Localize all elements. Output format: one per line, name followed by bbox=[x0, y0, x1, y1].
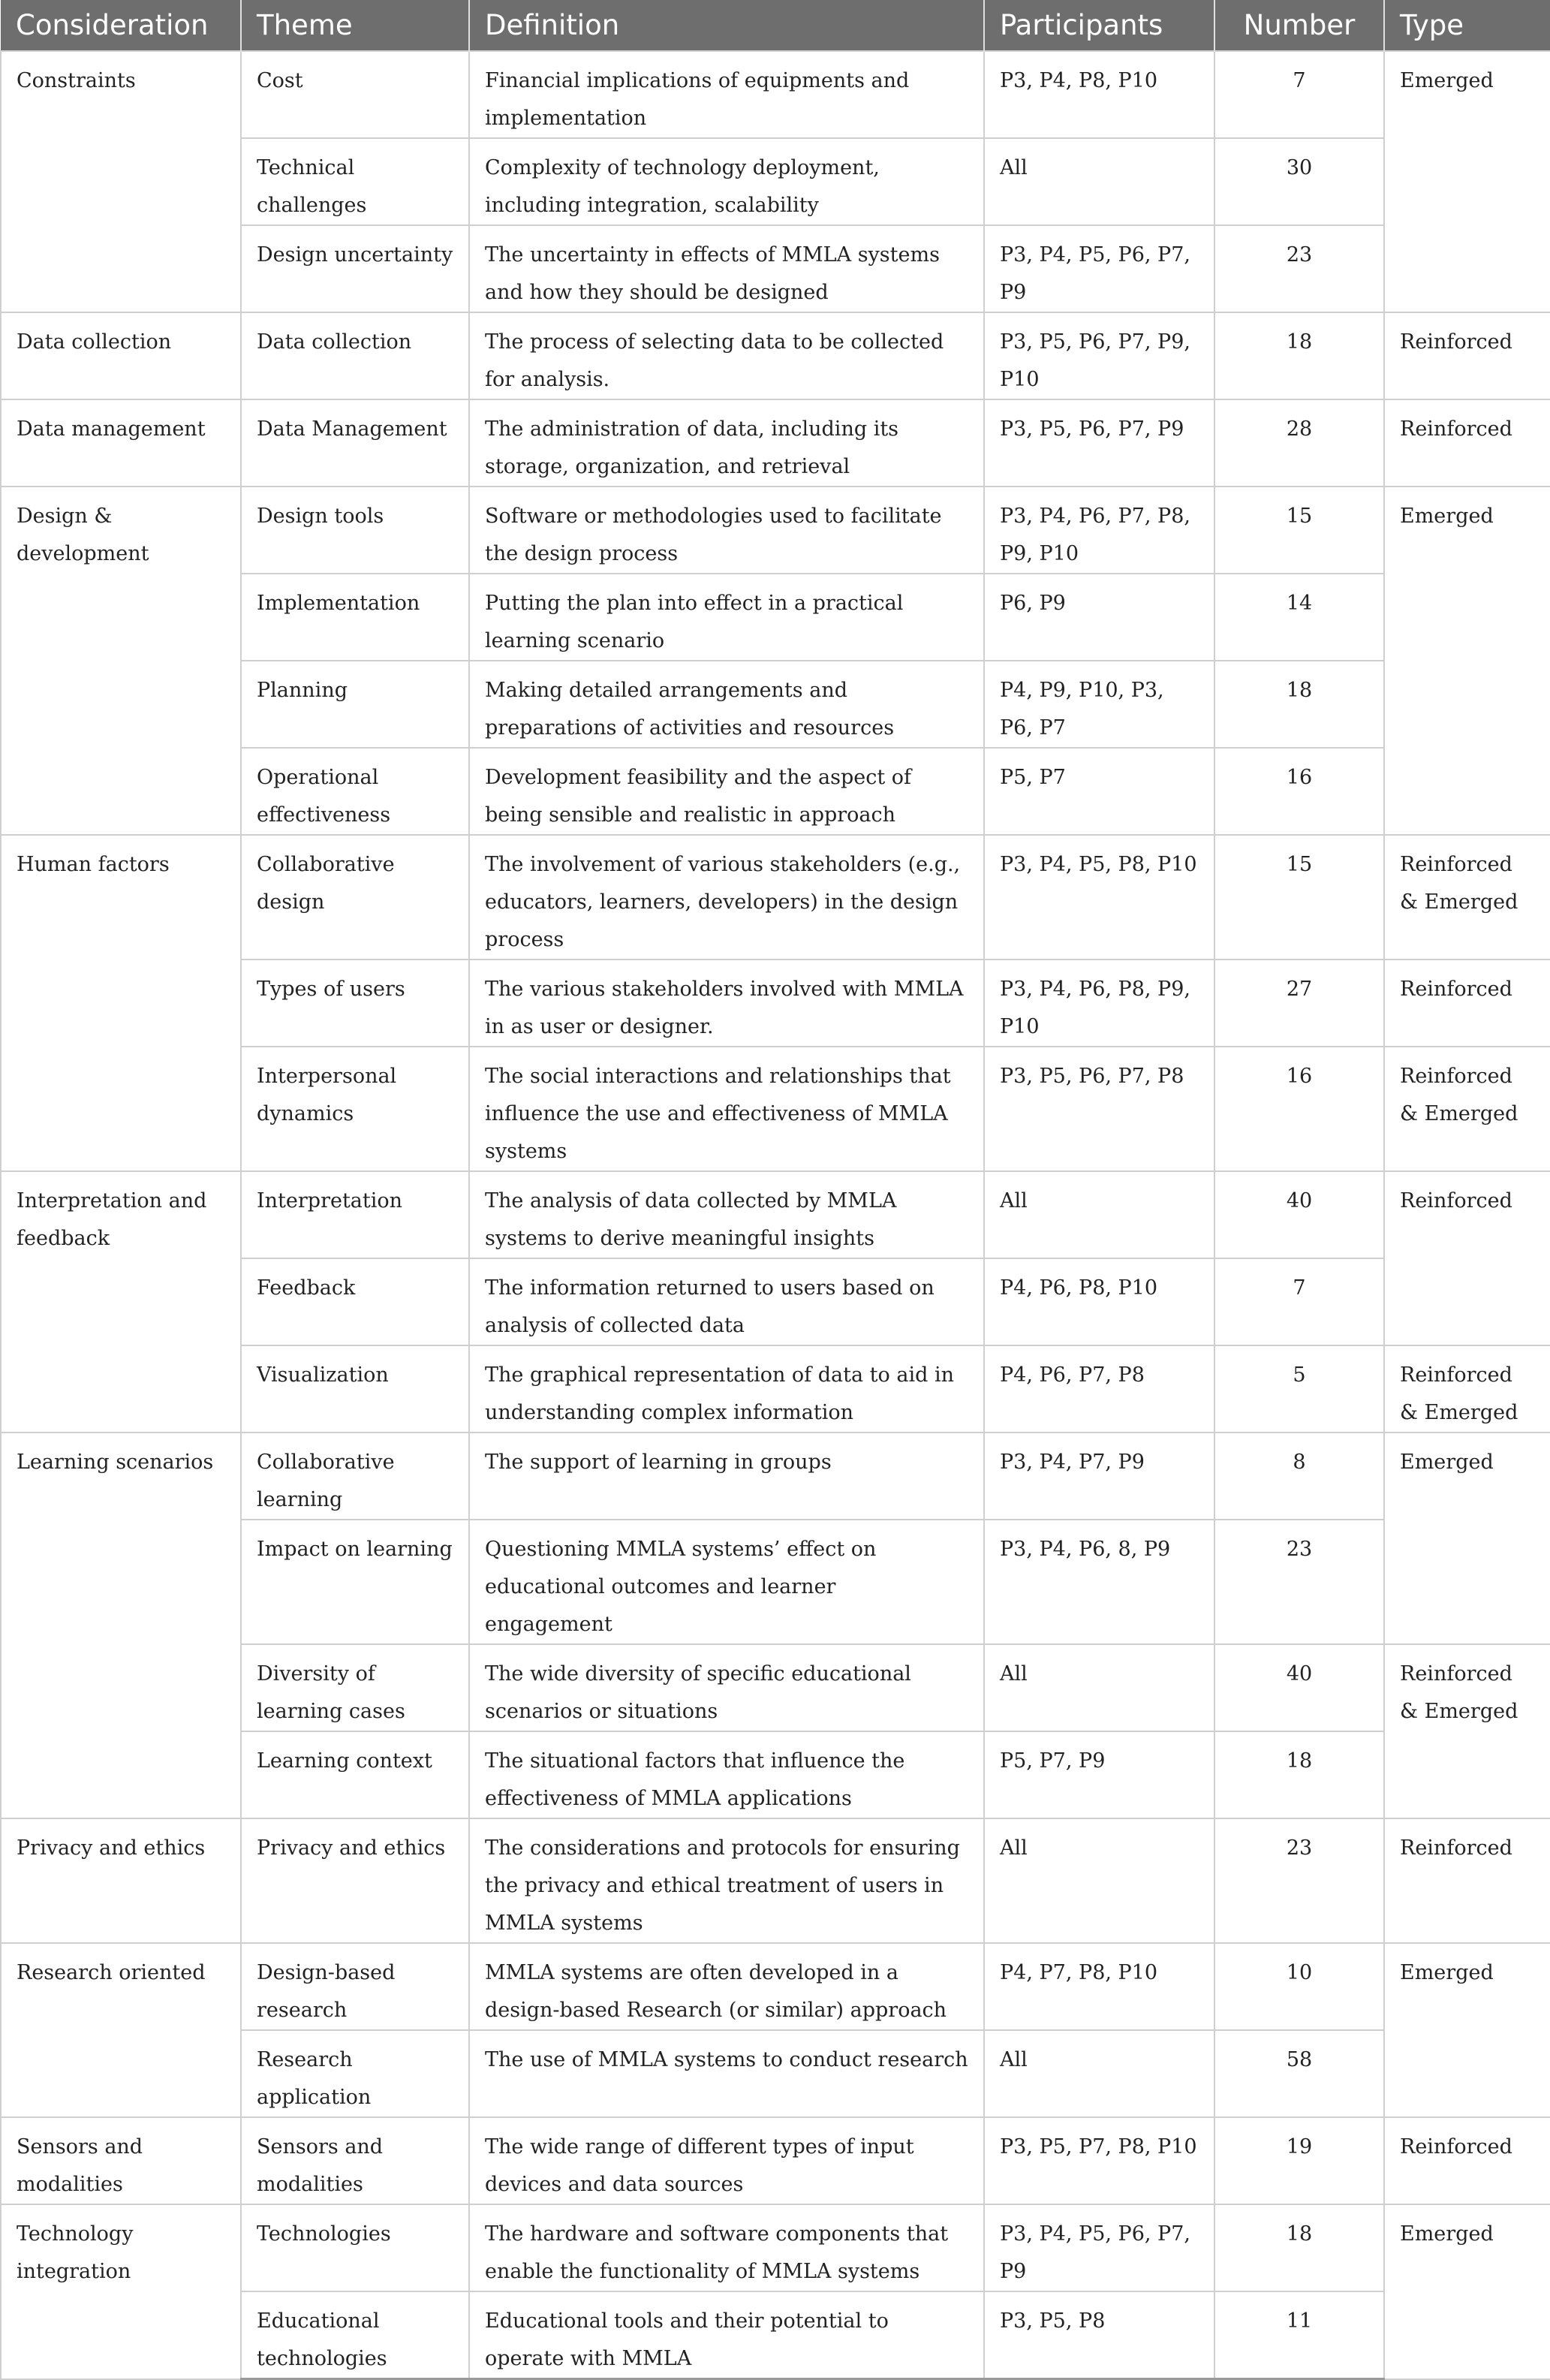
number-cell: 23 bbox=[1214, 1520, 1384, 1644]
participants-cell: P4, P6, P7, P8 bbox=[984, 1345, 1214, 1433]
theme-cell: Learning context bbox=[241, 1731, 469, 1818]
number-cell: 18 bbox=[1214, 1731, 1384, 1818]
definition-cell: The administration of data, including its storage, organization, and retrieval bbox=[469, 399, 984, 487]
theme-cell: Cost bbox=[241, 51, 469, 138]
theme-cell: Implementation bbox=[241, 574, 469, 661]
number-cell: 40 bbox=[1214, 1644, 1384, 1731]
theme-cell: Interpretation bbox=[241, 1171, 469, 1258]
consideration-cell: Design & development bbox=[1, 487, 241, 835]
participants-cell: P3, P4, P6, P7, P8, P9, P10 bbox=[984, 487, 1214, 574]
consideration-cell: Sensors and modalities bbox=[1, 2117, 241, 2204]
number-cell: 18 bbox=[1214, 312, 1384, 399]
number-cell: 18 bbox=[1214, 661, 1384, 748]
participants-cell: P3, P5, P8 bbox=[984, 2291, 1214, 2379]
participants-cell: P3, P4, P7, P9 bbox=[984, 1433, 1214, 1520]
participants-cell: P6, P9 bbox=[984, 574, 1214, 661]
definition-cell: Putting the plan into effect in a practical learning scenario bbox=[469, 574, 984, 661]
theme-cell: Collaborative learning bbox=[241, 1433, 469, 1520]
header-consideration: Consideration bbox=[1, 0, 241, 51]
number-cell: 40 bbox=[1214, 1171, 1384, 1258]
definition-cell: The considerations and protocols for ensuring the privacy and ethical treatment of users in MMLA systems bbox=[469, 1818, 984, 1943]
type-cell: Emerged bbox=[1384, 51, 1550, 312]
number-cell: 16 bbox=[1214, 1047, 1384, 1171]
definition-cell: The wide range of different types of input devices and data sources bbox=[469, 2117, 984, 2204]
type-cell: Reinforced bbox=[1384, 2117, 1550, 2204]
definition-cell: The social interactions and relationships that influence the use and effectiveness of MMLA systems bbox=[469, 1047, 984, 1171]
type-cell: Reinforced bbox=[1384, 1818, 1550, 1943]
definition-cell: Software or methodologies used to facilitate the design process bbox=[469, 487, 984, 574]
participants-cell: P3, P4, P6, P8, P9, P10 bbox=[984, 960, 1214, 1047]
participants-cell: P3, P4, P6, 8, P9 bbox=[984, 1520, 1214, 1644]
theme-cell: Data Management bbox=[241, 399, 469, 487]
participants-cell: All bbox=[984, 1644, 1214, 1731]
number-cell: 5 bbox=[1214, 1345, 1384, 1433]
participants-cell: All bbox=[984, 2030, 1214, 2117]
theme-cell: Design tools bbox=[241, 487, 469, 574]
table-row bbox=[1, 487, 1550, 574]
theme-cell: Interpersonal dynamics bbox=[241, 1047, 469, 1171]
number-cell: 27 bbox=[1214, 960, 1384, 1047]
number-cell: 15 bbox=[1214, 835, 1384, 960]
theme-cell: Data collection bbox=[241, 312, 469, 399]
consideration-cell: Interpretation and feedback bbox=[1, 1171, 241, 1433]
definition-cell: The uncertainty in effects of MMLA systems and how they should be designed bbox=[469, 225, 984, 312]
theme-cell: Visualization bbox=[241, 1345, 469, 1433]
type-cell: Emerged bbox=[1384, 487, 1550, 835]
definition-cell: The situational factors that influence the effectiveness of MMLA applications bbox=[469, 1731, 984, 1818]
definition-cell: The information returned to users based on analysis of collected data bbox=[469, 1258, 984, 1345]
definition-cell: Financial implications of equipments and implementation bbox=[469, 51, 984, 138]
consideration-cell: Data management bbox=[1, 399, 241, 487]
definition-cell: The use of MMLA systems to conduct research bbox=[469, 2030, 984, 2117]
number-cell: 16 bbox=[1214, 748, 1384, 835]
participants-cell: P3, P4, P8, P10 bbox=[984, 51, 1214, 138]
participants-cell: P3, P4, P5, P8, P10 bbox=[984, 835, 1214, 960]
table-row bbox=[1, 1818, 1550, 1943]
definition-cell: The various stakeholders involved with MMLA in as user or designer. bbox=[469, 960, 984, 1047]
header-type: Type bbox=[1384, 0, 1550, 51]
number-cell: 28 bbox=[1214, 399, 1384, 487]
theme-cell: Technical challenges bbox=[241, 138, 469, 225]
participants-cell: P3, P4, P5, P6, P7, P9 bbox=[984, 2204, 1214, 2291]
header-definition: Definition bbox=[469, 0, 984, 51]
type-cell: Reinforced bbox=[1384, 1171, 1550, 1345]
participants-cell: P4, P6, P8, P10 bbox=[984, 1258, 1214, 1345]
definition-cell: Questioning MMLA systems’ effect on educational outcomes and learner engagement bbox=[469, 1520, 984, 1644]
theme-cell: Types of users bbox=[241, 960, 469, 1047]
consideration-cell: Privacy and ethics bbox=[1, 1818, 241, 1943]
definition-cell: Development feasibility and the aspect of being sensible and realistic in approach bbox=[469, 748, 984, 835]
number-cell: 14 bbox=[1214, 574, 1384, 661]
number-cell: 15 bbox=[1214, 487, 1384, 574]
header-number: Number bbox=[1214, 0, 1384, 51]
participants-cell: P5, P7 bbox=[984, 748, 1214, 835]
number-cell: 7 bbox=[1214, 51, 1384, 138]
consideration-cell: Learning scenarios bbox=[1, 1433, 241, 1818]
theme-cell: Research application bbox=[241, 2030, 469, 2117]
theme-cell: Sensors and modalities bbox=[241, 2117, 469, 2204]
table-header bbox=[1, 0, 1550, 51]
theme-cell: Educational technologies bbox=[241, 2291, 469, 2379]
type-cell: Reinforced bbox=[1384, 399, 1550, 487]
number-cell: 18 bbox=[1214, 2204, 1384, 2291]
table-row bbox=[1, 2204, 1550, 2291]
theme-cell: Technologies bbox=[241, 2204, 469, 2291]
theme-cell: Diversity of learning cases bbox=[241, 1644, 469, 1731]
consideration-cell: Human factors bbox=[1, 835, 241, 1171]
participants-cell: All bbox=[984, 1171, 1214, 1258]
table-row bbox=[1, 1433, 1550, 1520]
definition-cell: The wide diversity of specific educational scenarios or situations bbox=[469, 1644, 984, 1731]
consideration-cell: Data collection bbox=[1, 312, 241, 399]
number-cell: 7 bbox=[1214, 1258, 1384, 1345]
definition-cell: MMLA systems are often developed in a design-based Research (or similar) approach bbox=[469, 1943, 984, 2030]
table-row bbox=[1, 1171, 1550, 1258]
type-cell: Reinforced bbox=[1384, 960, 1550, 1047]
definition-cell: Educational tools and their potential to operate with MMLA bbox=[469, 2291, 984, 2379]
type-cell: Emerged bbox=[1384, 1433, 1550, 1644]
number-cell: 19 bbox=[1214, 2117, 1384, 2204]
header-theme: Theme bbox=[241, 0, 469, 51]
definition-cell: The support of learning in groups bbox=[469, 1433, 984, 1520]
number-cell: 23 bbox=[1214, 1818, 1384, 1943]
participants-cell: P3, P5, P6, P7, P9, P10 bbox=[984, 312, 1214, 399]
type-cell: Reinforced & Emerged bbox=[1384, 1345, 1550, 1433]
participants-cell: P3, P5, P6, P7, P8 bbox=[984, 1047, 1214, 1171]
number-cell: 8 bbox=[1214, 1433, 1384, 1520]
theme-cell: Design uncertainty bbox=[241, 225, 469, 312]
consideration-cell: Research oriented bbox=[1, 1943, 241, 2117]
participants-cell: P3, P4, P5, P6, P7, P9 bbox=[984, 225, 1214, 312]
definition-cell: Complexity of technology deployment, including integration, scalability bbox=[469, 138, 984, 225]
theme-cell: Feedback bbox=[241, 1258, 469, 1345]
table-body bbox=[1, 51, 1550, 2379]
theme-cell: Operational effectiveness bbox=[241, 748, 469, 835]
table-row bbox=[1, 51, 1550, 138]
definition-cell: The process of selecting data to be collected for analysis. bbox=[469, 312, 984, 399]
theme-cell: Impact on learning bbox=[241, 1520, 469, 1644]
definition-cell: The hardware and software components that enable the functionality of MMLA systems bbox=[469, 2204, 984, 2291]
number-cell: 58 bbox=[1214, 2030, 1384, 2117]
number-cell: 10 bbox=[1214, 1943, 1384, 2030]
header-participants: Participants bbox=[984, 0, 1214, 51]
type-cell: Emerged bbox=[1384, 2204, 1550, 2379]
number-cell: 30 bbox=[1214, 138, 1384, 225]
participants-cell: P4, P7, P8, P10 bbox=[984, 1943, 1214, 2030]
participants-cell: P5, P7, P9 bbox=[984, 1731, 1214, 1818]
type-cell: Reinforced bbox=[1384, 312, 1550, 399]
participants-cell: P3, P5, P6, P7, P9 bbox=[984, 399, 1214, 487]
type-cell: Reinforced & Emerged bbox=[1384, 1644, 1550, 1818]
table-row bbox=[1, 1943, 1550, 2030]
number-cell: 23 bbox=[1214, 225, 1384, 312]
type-cell: Emerged bbox=[1384, 1943, 1550, 2117]
theme-cell: Collaborative design bbox=[241, 835, 469, 960]
participants-cell: All bbox=[984, 1818, 1214, 1943]
definition-cell: The analysis of data collected by MMLA systems to derive meaningful insights bbox=[469, 1171, 984, 1258]
table-row bbox=[1, 312, 1550, 399]
definition-cell: Making detailed arrangements and preparations of activities and resources bbox=[469, 661, 984, 748]
table-row bbox=[1, 2117, 1550, 2204]
table-row bbox=[1, 399, 1550, 487]
number-cell: 11 bbox=[1214, 2291, 1384, 2379]
type-cell: Reinforced & Emerged bbox=[1384, 835, 1550, 960]
participants-cell: P3, P5, P7, P8, P10 bbox=[984, 2117, 1214, 2204]
definition-cell: The graphical representation of data to aid in understanding complex information bbox=[469, 1345, 984, 1433]
consideration-cell: Constraints bbox=[1, 51, 241, 312]
consideration-cell: Technology integration bbox=[1, 2204, 241, 2379]
participants-cell: P4, P9, P10, P3, P6, P7 bbox=[984, 661, 1214, 748]
participants-cell: All bbox=[984, 138, 1214, 225]
type-cell: Reinforced & Emerged bbox=[1384, 1047, 1550, 1171]
header-row bbox=[1, 0, 1550, 51]
theme-cell: Design-based research bbox=[241, 1943, 469, 2030]
theme-cell: Planning bbox=[241, 661, 469, 748]
table-row bbox=[1, 835, 1550, 960]
theme-cell: Privacy and ethics bbox=[241, 1818, 469, 1943]
definition-cell: The involvement of various stakeholders (e.g., educators, learners, developers) in the design process bbox=[469, 835, 984, 960]
